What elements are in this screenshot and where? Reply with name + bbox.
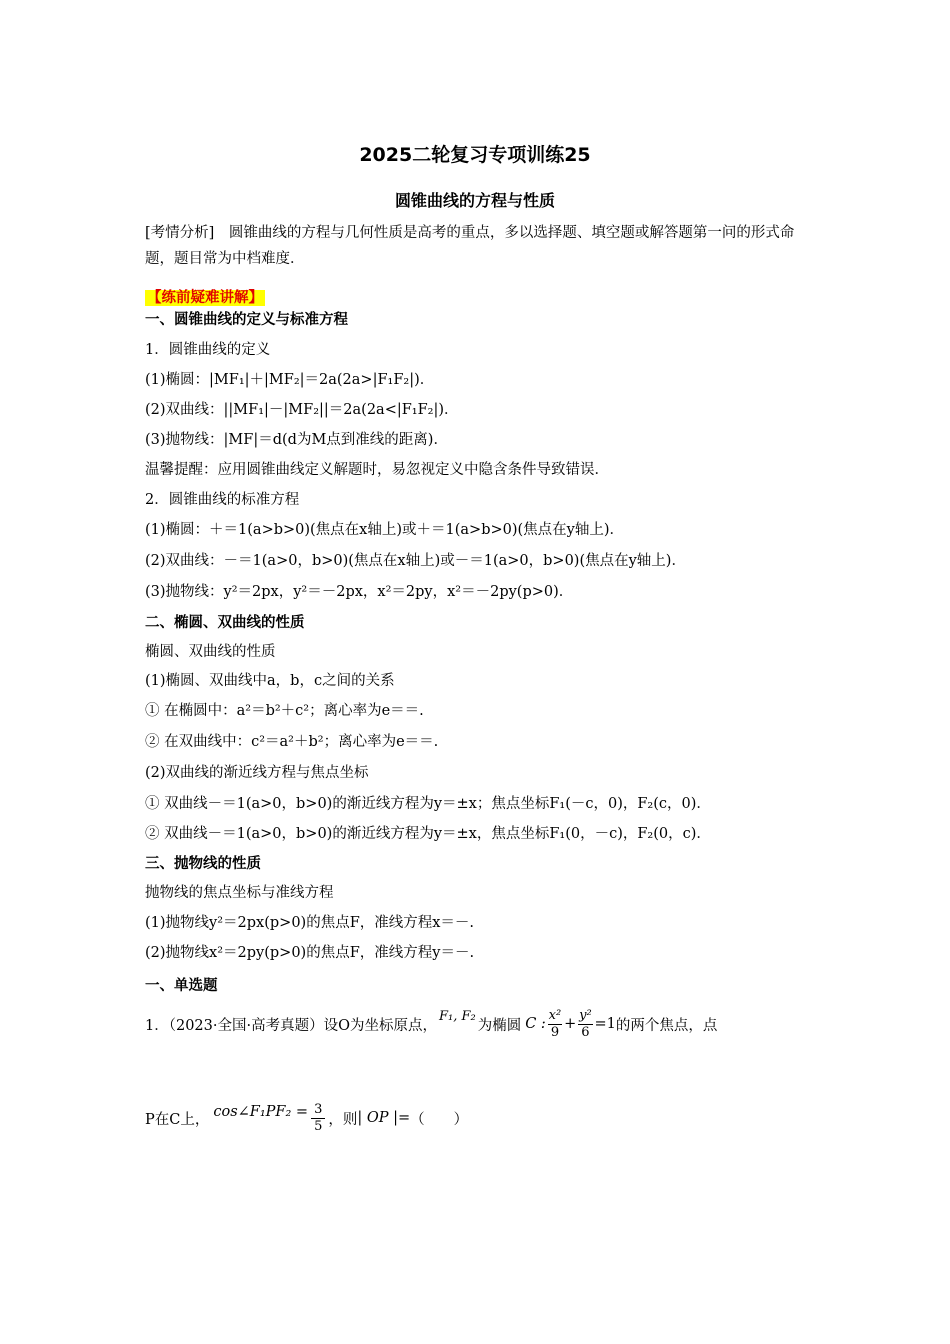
section2-intro: 椭圆、双曲线的性质 xyxy=(145,644,276,660)
section2-p2a: ① 双曲线－＝1(a>0，b>0)的渐近线方程为y＝±x；焦点坐标F₁(－c，0)，F₂(c，0)． xyxy=(145,796,711,812)
def-ellipse: (1)椭圆：|MF₁|＋|MF₂|＝2a(2a>|F₁F₂|)． xyxy=(145,372,435,388)
std-ellipse: (1)椭圆：＋＝1(a>b>0)(焦点在x轴上)或＋＝1(a>b>0)(焦点在y轴上)． xyxy=(145,522,625,538)
section2-p2b: ② 双曲线－＝1(a>0，b>0)的渐近线方程为y＝±x，焦点坐标F₁(0，－c)，F₂(0，c)． xyxy=(145,826,711,842)
std-hyperbola: (2)双曲线：－＝1(a>0，b>0)(焦点在x轴上)或－＝1(a>0，b>0)(焦点在y轴上)． xyxy=(145,553,686,569)
section3-p1: (1)抛物线y²＝2px(p>0)的焦点F，准线方程x＝－. xyxy=(145,915,475,931)
fraction-numerator-x: x² xyxy=(548,1007,562,1023)
curve-c-label: C : xyxy=(525,1016,546,1032)
question-1-suffix: 的两个焦点，点 xyxy=(615,1017,718,1034)
page-subtitle: 圆锥曲线的方程与性质 xyxy=(394,191,555,210)
fraction-denominator-6: 6 xyxy=(578,1024,592,1041)
question-1-then: ，则 xyxy=(328,1111,358,1128)
highlight-row xyxy=(145,286,265,307)
page-title: 2025二轮复习专项训练25 xyxy=(359,144,591,166)
fraction-y-over-6 xyxy=(578,1008,592,1041)
analysis-text: 圆锥曲线的方程与几何性质是高考的重点，多以选择题、填空题或解答题第一问的形式命题，题目常为中档难度． xyxy=(145,225,795,267)
question-1-prefix: 1．（2023·全国·高考真题）设O为坐标原点， xyxy=(145,1017,437,1034)
section1-heading: 一、圆锥曲线的定义与标准方程 xyxy=(145,312,348,328)
section3-p2: (2)抛物线x²＝2py(p>0)的焦点F，准线方程y＝－. xyxy=(145,945,475,961)
section2-heading: 二、椭圆、双曲线的性质 xyxy=(145,615,305,631)
cos-angle: cos∠F₁PF₂ = xyxy=(213,1104,309,1120)
plus-sign: + xyxy=(564,1016,577,1032)
section2-p1: (1)椭圆、双曲线中a，b，c之间的关系 xyxy=(145,673,395,689)
analysis-label: [考情分析] xyxy=(145,225,215,241)
highlight-label: 【练前疑难讲解】 xyxy=(147,290,263,306)
fraction-numerator-3: 3 xyxy=(314,1101,323,1117)
section3-heading: 三、抛物线的性质 xyxy=(145,856,261,872)
answer-parentheses: （ ） xyxy=(410,1111,469,1128)
fraction-numerator-y: y² xyxy=(579,1007,592,1023)
fraction-3-over-5 xyxy=(311,1102,325,1135)
fraction-x-over-9 xyxy=(548,1008,562,1041)
question-1-line1 xyxy=(145,1000,717,1048)
fraction-denominator-5: 5 xyxy=(311,1118,325,1135)
foci-label: F₁, F₂ xyxy=(438,1008,476,1024)
section2-p1b: ② 在双曲线中：c²＝a²＋b²；离心率为e＝＝. xyxy=(145,734,439,750)
section2-p2: (2)双曲线的渐近线方程与焦点坐标 xyxy=(145,765,369,781)
op-length: | OP |= xyxy=(357,1110,411,1126)
question-1-mid: 为椭圆 xyxy=(477,1017,522,1034)
fraction-denominator-9: 9 xyxy=(548,1024,562,1041)
def-parabola: (3)抛物线：|MF|＝d(d为M点到准线的距离)． xyxy=(145,432,448,448)
equals-one: =1 xyxy=(594,1016,616,1032)
section2-p1a: ① 在椭圆中：a²＝b²＋c²；离心率为e＝＝. xyxy=(145,703,424,719)
section1-sub2: 2．圆锥曲线的标准方程 xyxy=(145,492,300,508)
tip-text: 温馨提醒：应用圆锥曲线定义解题时，易忽视定义中隐含条件导致错误． xyxy=(145,462,609,478)
std-parabola: (3)抛物线：y²＝2px，y²＝－2px，x²＝2py，x²＝－2py(p>0)． xyxy=(145,584,574,600)
def-hyperbola: (2)双曲线：||MF₁|－|MF₂||＝2a(2a<|F₁F₂|)． xyxy=(145,402,459,418)
question-1-line2-prefix: P在C上， xyxy=(145,1111,210,1128)
section3-intro: 抛物线的焦点坐标与准线方程 xyxy=(145,885,334,901)
section1-sub1: 1．圆锥曲线的定义 xyxy=(145,342,271,358)
analysis-paragraph xyxy=(145,220,810,272)
section4-heading: 一、单选题 xyxy=(145,978,218,994)
question-1-line2 xyxy=(145,1094,468,1142)
